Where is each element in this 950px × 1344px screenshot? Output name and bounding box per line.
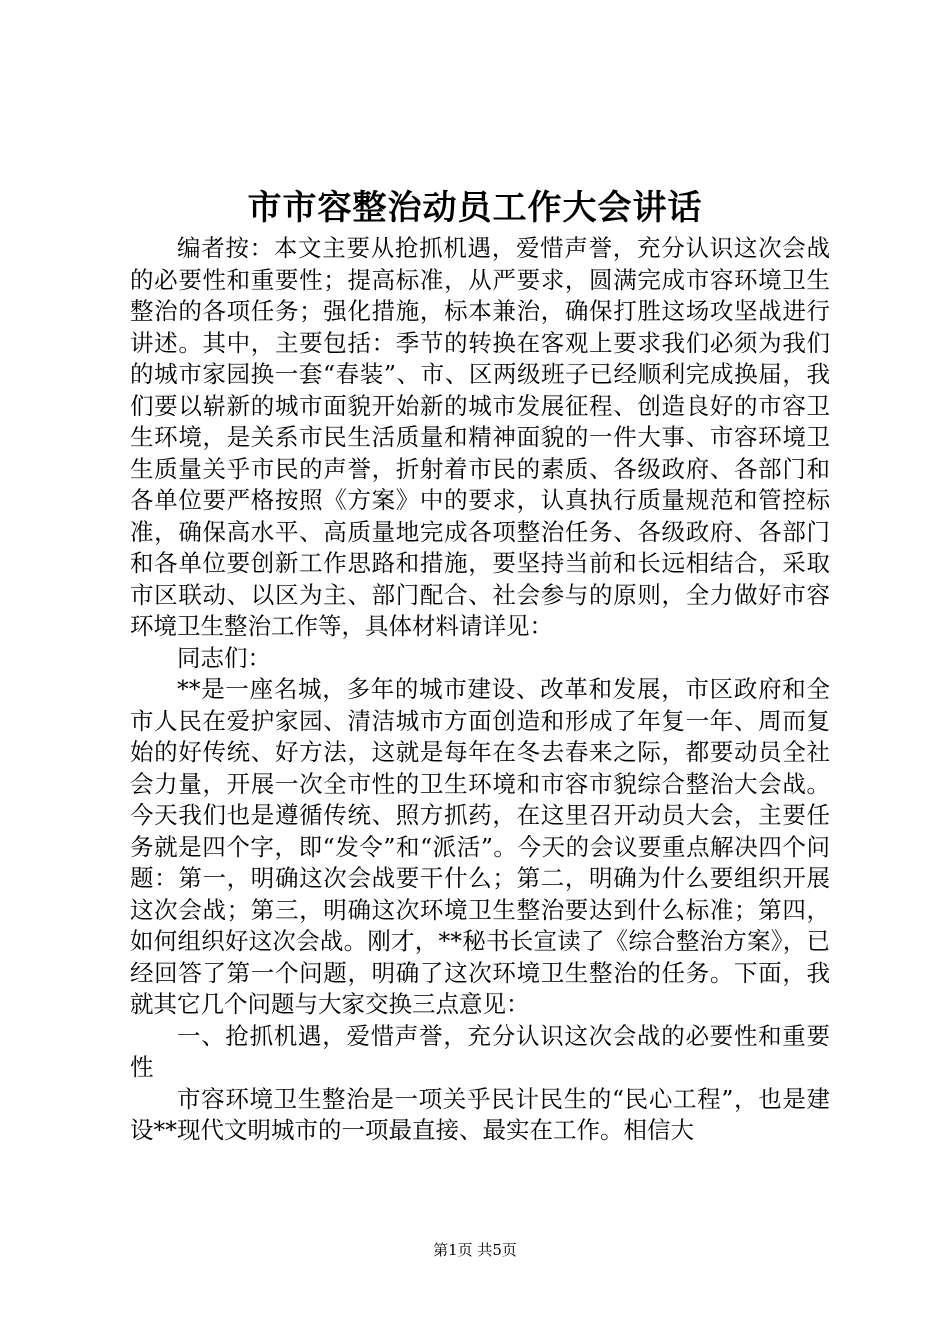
- document-body: [130, 233, 830, 1147]
- document-title: 市市容整治动员工作大会讲话: [247, 188, 703, 228]
- body-paragraph: 市容环境卫生整治是一项关乎民计民生的“民心工程”，也是建设**现代文明城市的一项最直接、最实在工作。相信大: [130, 1084, 830, 1144]
- salutation-paragraph: 同志们：: [177, 643, 271, 672]
- page-footer: 第1页 共5页: [433, 1241, 517, 1259]
- body-paragraph: **是一座名城，多年的城市建设、改革和发展，市区政府和全市人民在爱护家园、清洁城市方面创造和形成了年复一年、周而复始的好传统、好方法，这就是每年在冬去春来之际，都要动员全社会力量，开展一次全市性的卫生环境和市容市貌综合整治大会战。今天我们也是遵循传统、照方抓药，在这里召开动员大会，主要任务就是四个字，即“发令”和“派活”。今天的会议要重点解决四个问题：第一，明确这次会战要干什么；第二，明确为什么要组织开展这次会战；第三，明确这次环境卫生整治要达到什么标准；第四，如何组织好这次会战。刚才，**秘书长宣读了《综合整治方案》，已经回答了第一个问题，明确了这次环境卫生整治的任务。下面，我就其它几个问题与大家交换三点意见：: [130, 675, 830, 1018]
- editor-note-paragraph: 编者按：本文主要从抢抓机遇，爱惜声誉，充分认识这次会战的必要性和重要性；提高标准，从严要求，圆满完成市容环境卫生整治的各项任务；强化措施，标本兼治，确保打胜这场攻坚战进行讲述。其中，主要包括：季节的转换在客观上要求我们必须为我们的城市家园换一套“春装”、市、区两级班子已经顺利完成换届，我们要以崭新的城市面貌开始新的城市发展征程、创造良好的市容卫生环境，是关系市民生活质量和精神面貌的一件大事、市容环境卫生质量关乎市民的声誉，折射着市民的素质、各级政府、各部门和各单位要严格按照《方案》中的要求，认真执行质量规范和管控标准，确保高水平、高质量地完成各项整治任务、各级政府、各部门和各单位要创新工作思路和措施，要坚持当前和长远相结合，采取市区联动、以区为主、部门配合、社会参与的原则，全力做好市容环境卫生整治工作等，具体材料请详见：: [130, 234, 830, 640]
- section-heading-paragraph: 一、抢抓机遇，爱惜声誉，充分认识这次会战的必要性和重要性: [130, 1021, 830, 1081]
